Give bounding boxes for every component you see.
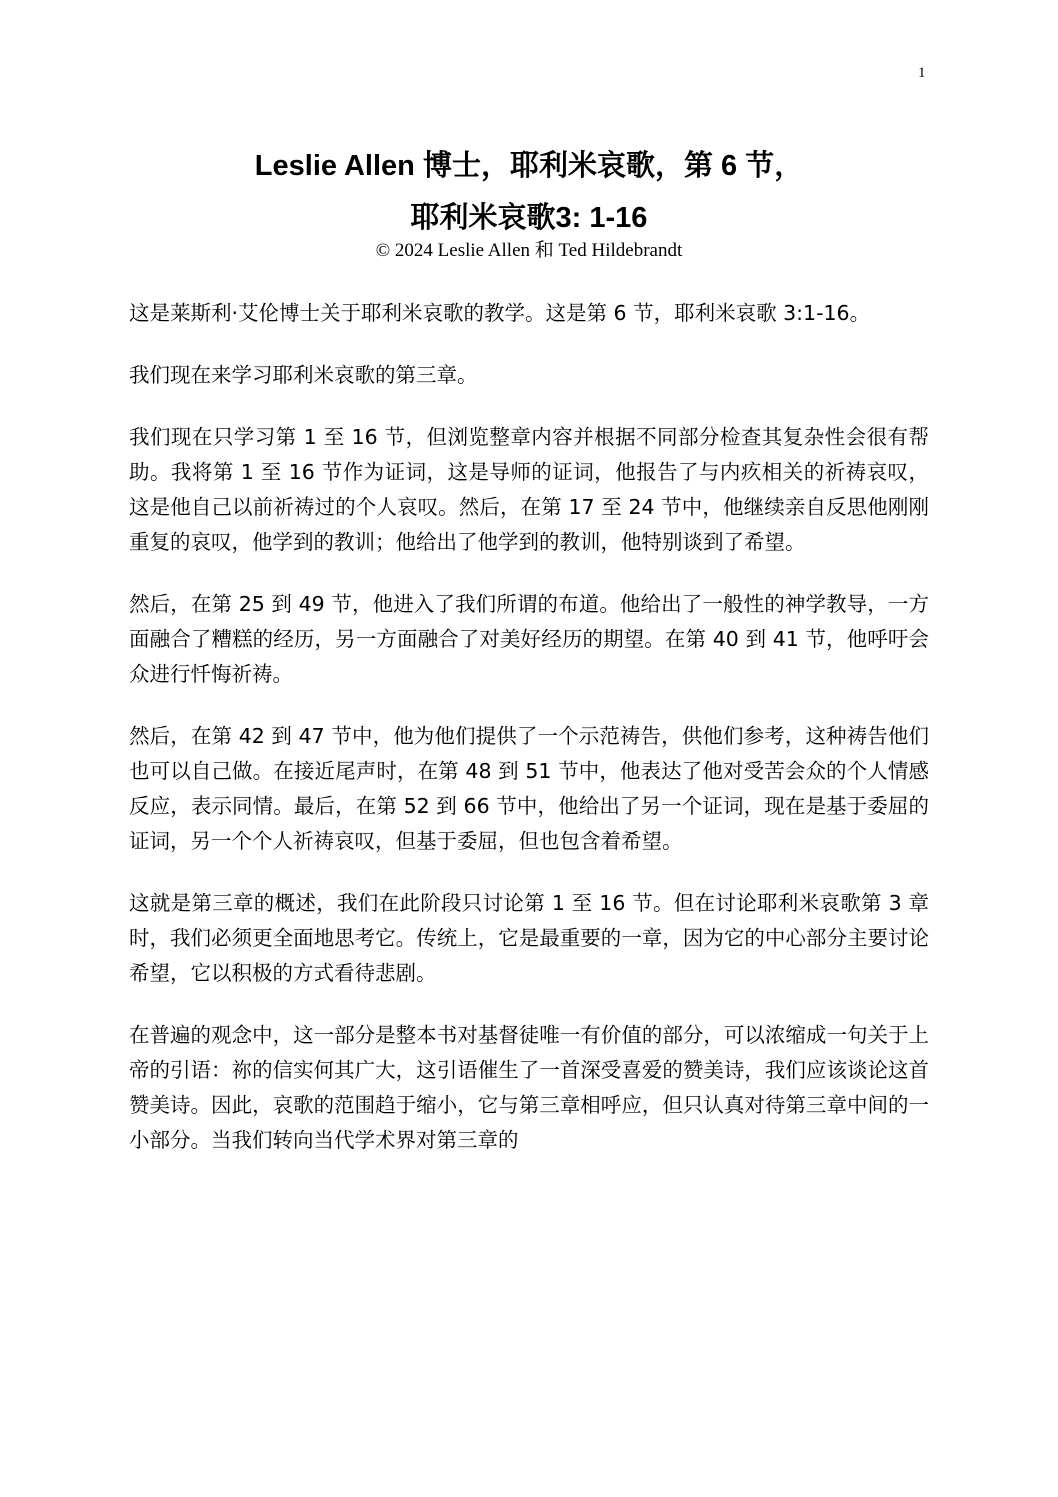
paragraph-1: 这是莱斯利·艾伦博士关于耶利米哀歌的教学。这是第 6 节，耶利米哀歌 3:1-16。 (129, 301, 871, 325)
paragraph-2: 我们现在来学习耶利米哀歌的第三章。 (129, 363, 478, 387)
paragraph-3: 我们现在只学习第 1 至 16 节，但浏览整章内容并根据不同部分检查其复杂性会很有帮助。我将第 1 至 16 节作为证词，这是导师的证词，他报告了与内疚相关的祈祷哀叹，这是他自己以前祈祷过的个人哀叹。然后，在第 17 至 24 节中，他继续亲自反思他刚刚重复的哀叹，他学到的教训；他给出了他学到的教训，他特别谈到了希望。 (129, 425, 929, 554)
page-number: 1 (918, 65, 926, 81)
paragraph-7: 在普遍的观念中，这一部分是整本书对基督徒唯一有价值的部分，可以浓缩成一句关于上帝的引语：祢的信实何其广大，这引语催生了一首深受喜爱的赞美诗，我们应该谈论这首赞美诗。因此，哀歌的范围趋于缩小，它与第三章相呼应，但只认真对待第三章中间的一小部分。当我们转向当代学术界对第三章的 (129, 1023, 929, 1152)
document-body (129, 296, 929, 1185)
paragraph-5: 然后，在第 42 到 47 节中，他为他们提供了一个示范祷告，供他们参考，这种祷告他们也可以自己做。在接近尾声时，在第 48 到 51 节中，他表达了他对受苦会众的个人情感反应，表示同情。最后，在第 52 到 66 节中，他给出了另一个证词，现在是基于委屈的证词，另一个个人祈祷哀叹，但基于委屈，但也包含着希望。 (129, 724, 929, 853)
title-line-1: Leslie Allen 博士，耶利米哀歌，第 6 节， (254, 150, 804, 182)
title-line-2: 耶利米哀歌3: 1-16 (410, 202, 648, 234)
document-title (0, 140, 1058, 244)
paragraph-6: 这就是第三章的概述，我们在此阶段只讨论第 1 至 16 节。但在讨论耶利米哀歌第 3 章时，我们必须更全面地思考它。传统上，它是最重要的一章，因为它的中心部分主要讨论希望，它以积极的方式看待悲剧。 (129, 891, 929, 985)
copyright-line: © 2024 Leslie Allen 和 Ted Hildebrandt (375, 240, 683, 261)
paragraph-4: 然后，在第 25 到 49 节，他进入了我们所谓的布道。他给出了一般性的神学教导，一方面融合了糟糕的经历，另一方面融合了对美好经历的期望。在第 40 到 41 节，他呼吁会众进行忏悔祈祷。 (129, 592, 929, 686)
